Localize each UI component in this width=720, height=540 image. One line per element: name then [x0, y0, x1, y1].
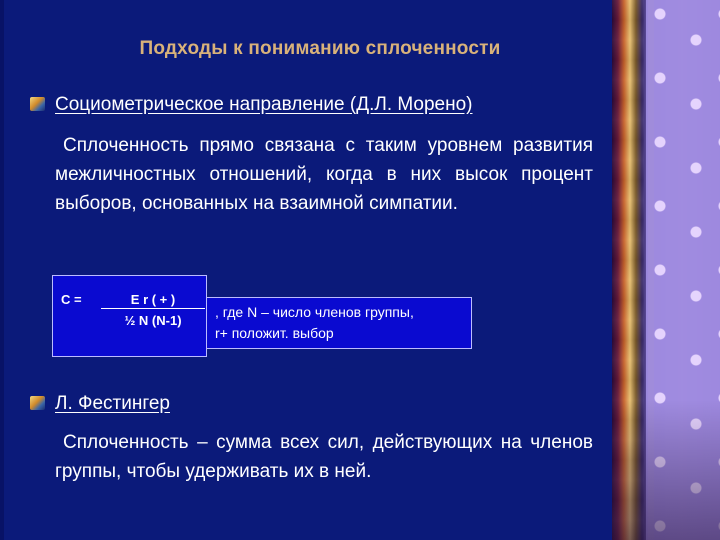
section2-heading: Л. Фестингер [55, 393, 170, 414]
formula-box [52, 275, 207, 357]
section1-heading: Социометрическое направление (Д.Л. Морено) [55, 94, 473, 115]
bullet-icon [30, 97, 45, 111]
slide-title: Подходы к пониманию сплоченности [139, 38, 501, 59]
bullet-icon [30, 396, 45, 410]
slide-left-edge [0, 0, 4, 540]
formula-numerator: Е r ( + ) [101, 292, 205, 309]
section2-text: Сплоченность – сумма всех сил, действующих на членов группы, чтобы удерживать их в ней. [55, 432, 593, 482]
border-shadow [612, 400, 720, 540]
formula-denominator: ½ N (N-1) [124, 313, 182, 328]
section1-text: Сплоченность прямо связана с таким уровнем развития межличностных отношений, когда в них высок процент выборов, основанных на взаимной симпатии. [55, 135, 593, 214]
formula-note-line2: r+ положит. выбор [215, 325, 334, 341]
formula-note-box [206, 297, 472, 349]
decorative-side-border [612, 0, 720, 540]
formula-note-line1: , где N – число членов группы, [215, 304, 414, 320]
formula-lhs: С = [61, 292, 82, 307]
